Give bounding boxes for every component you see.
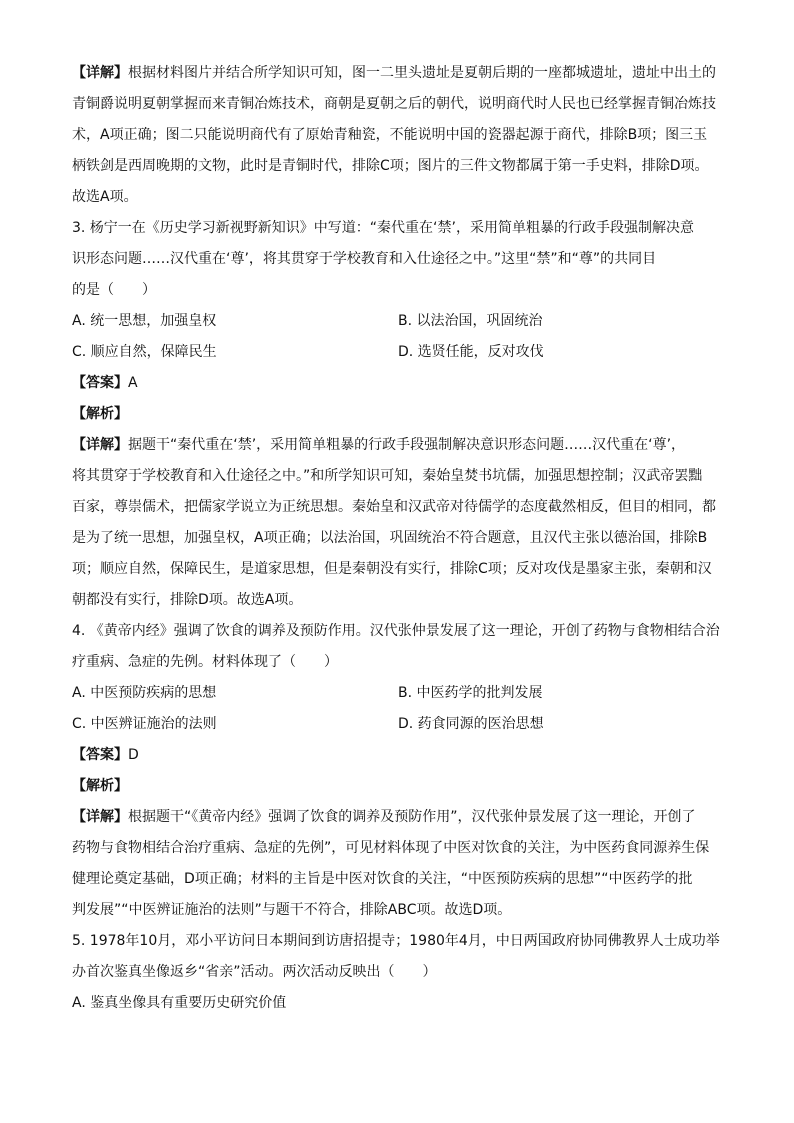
explanation-first-line bbox=[72, 58, 727, 89]
explanation-text: 据题干“秦代重在‘禁’，采用简单粗暴的行政手段强制解决意识形态问题……汉代重在‘尊’， bbox=[128, 437, 686, 453]
explanation-text: 柄铁剑是西周晚期的文物，此时是青铜时代，排除C项；图片的三件文物都属于第一手史料，排除D项。 bbox=[72, 158, 709, 174]
bracket-open: 【 bbox=[72, 437, 86, 453]
option-left: C. 中医辨证施治的法则 bbox=[72, 716, 217, 732]
explanation-text: 根据题干“《黄帝内经》强调了饮食的调养及预防作用”，汉代张仲景发展了这一理论，开创了 bbox=[128, 809, 696, 825]
question-line: 5. 1978年10月，邓小平访问日本期间到访唐招提寺；1980年4月，中日两国政府协同佛教界人士成功举 bbox=[72, 933, 720, 949]
option-row bbox=[72, 988, 727, 1019]
option-right: D. 药食同源的医治思想 bbox=[398, 716, 544, 732]
explanation-tag: 详解 bbox=[86, 809, 114, 825]
explanation-text: 术，A项正确；图二只能说明商代有了原始青釉瓷，不能说明中国的瓷器起源于商代，排除B项；图三玉 bbox=[72, 127, 708, 143]
answer-line bbox=[72, 740, 727, 771]
explanation-line bbox=[72, 523, 727, 554]
explanation-line bbox=[72, 461, 727, 492]
analysis-tag: 解析 bbox=[86, 778, 114, 794]
question-line: 3. 杨宁一在《历史学习新视野新知识》中写道：“秦代重在‘禁’，采用简单粗暴的行政手段强制解决意 bbox=[72, 220, 694, 236]
question-line: 4. 《黄帝内经》强调了饮食的调养及预防作用。汉代张仲景发展了这一理论，开创了药物与食物相结合治 bbox=[72, 623, 720, 639]
option-right: D. 选贤任能，反对攻伐 bbox=[398, 344, 544, 360]
explanation-line bbox=[72, 151, 727, 182]
answer-value: D bbox=[128, 747, 139, 763]
bracket-open: 【 bbox=[72, 375, 86, 391]
explanation-text: 百家，尊崇儒术，把儒家学说立为正统思想。秦始皇和汉武帝对待儒学的态度截然相反，但目的相同，都 bbox=[72, 499, 716, 515]
explanation-text: 故选A项。 bbox=[72, 189, 138, 205]
bracket-open: 【 bbox=[72, 65, 86, 81]
bracket-close: 】 bbox=[114, 406, 128, 422]
answer-tag: 答案 bbox=[86, 747, 114, 763]
option-row bbox=[72, 709, 727, 740]
bracket-open: 【 bbox=[72, 778, 86, 794]
option-row bbox=[72, 678, 727, 709]
explanation-text: 朝都没有实行，排除D项。故选A项。 bbox=[72, 592, 303, 608]
option-row bbox=[72, 306, 727, 337]
bracket-close: 】 bbox=[114, 375, 128, 391]
option-left: A. 统一思想，加强皇权 bbox=[72, 313, 217, 329]
bracket-close: 】 bbox=[114, 809, 128, 825]
option-row bbox=[72, 337, 727, 368]
bracket-close: 】 bbox=[114, 65, 128, 81]
bracket-open: 【 bbox=[72, 747, 86, 763]
answer-tag: 答案 bbox=[86, 375, 114, 391]
explanation-text: 项；顺应自然，保障民生，是道家思想，但是秦朝没有实行，排除C项；反对攻伐是墨家主张，秦朝和汉 bbox=[72, 561, 712, 577]
bracket-open: 【 bbox=[72, 809, 86, 825]
bracket-close: 】 bbox=[114, 437, 128, 453]
explanation-line bbox=[72, 120, 727, 151]
bracket-close: 】 bbox=[114, 778, 128, 794]
explanation-tag: 详解 bbox=[86, 65, 114, 81]
question-line: 的是（ ） bbox=[72, 282, 156, 298]
explanation-line bbox=[72, 554, 727, 585]
explanation-first-line bbox=[72, 802, 727, 833]
explanation-text: 根据材料图片并结合所学知识可知，图一二里头遗址是夏朝后期的一座都城遗址，遗址中出土的 bbox=[128, 65, 716, 81]
explanation-text: 青铜爵说明夏朝掌握而来青铜冶炼技术，商朝是夏朝之后的朝代，说明商代时人民也已经掌握青铜冶炼技 bbox=[72, 96, 716, 112]
explanation-line bbox=[72, 864, 727, 895]
option-right: B. 以法治国，巩固统治 bbox=[398, 313, 543, 329]
question-line: 识形态问题……汉代重在‘尊’，将其贯穿于学校教育和入仕途径之中。”这里“禁”和“尊”的共同目 bbox=[72, 251, 657, 267]
option-left: A. 鉴真坐像具有重要历史研究价值 bbox=[72, 995, 287, 1011]
explanation-line bbox=[72, 89, 727, 120]
answer-value: A bbox=[128, 375, 138, 391]
option-left: A. 中医预防疾病的思想 bbox=[72, 685, 217, 701]
explanation-text: 判发展”“中医辨证施治的法则”与题干不符合，排除ABC项。故选D项。 bbox=[72, 902, 512, 918]
bracket-close: 】 bbox=[114, 747, 128, 763]
question-line: 疗重病、急症的先例。材料体现了（ ） bbox=[72, 654, 338, 670]
explanation-line bbox=[72, 492, 727, 523]
explanation-line bbox=[72, 182, 727, 213]
document-page bbox=[72, 58, 727, 1019]
answer-line bbox=[72, 368, 727, 399]
explanation-text: 健理论奠定基础，D项正确；材料的主旨是中医对饮食的关注，“中医预防疾病的思想”“中医药学的批 bbox=[72, 871, 693, 887]
explanation-text: 是为了统一思想，加强皇权，A项正确；以法治国，巩固统治不符合题意，且汉代主张以德治国，排除B bbox=[72, 530, 708, 546]
question-line: 办首次鉴真坐像返乡“省亲”活动。两次活动反映出（ ） bbox=[72, 964, 437, 980]
explanation-text: 将其贯穿于学校教育和入仕途径之中。”和所学知识可知，秦始皇焚书坑儒，加强思想控制；汉武帝罢黜 bbox=[72, 468, 703, 484]
explanation-first-line bbox=[72, 430, 727, 461]
explanation-line bbox=[72, 833, 727, 864]
bracket-open: 【 bbox=[72, 406, 86, 422]
option-right: B. 中医药学的批判发展 bbox=[398, 685, 543, 701]
option-left: C. 顺应自然，保障民生 bbox=[72, 344, 217, 360]
explanation-text: 药物与食物相结合治疗重病、急症的先例”，可见材料体现了中医对饮食的关注，为中医药食同源养生保 bbox=[72, 840, 710, 856]
analysis-tag: 解析 bbox=[86, 406, 114, 422]
analysis-label bbox=[72, 399, 727, 430]
explanation-line bbox=[72, 585, 727, 616]
explanation-tag: 详解 bbox=[86, 437, 114, 453]
analysis-label bbox=[72, 771, 727, 802]
explanation-line bbox=[72, 895, 727, 926]
